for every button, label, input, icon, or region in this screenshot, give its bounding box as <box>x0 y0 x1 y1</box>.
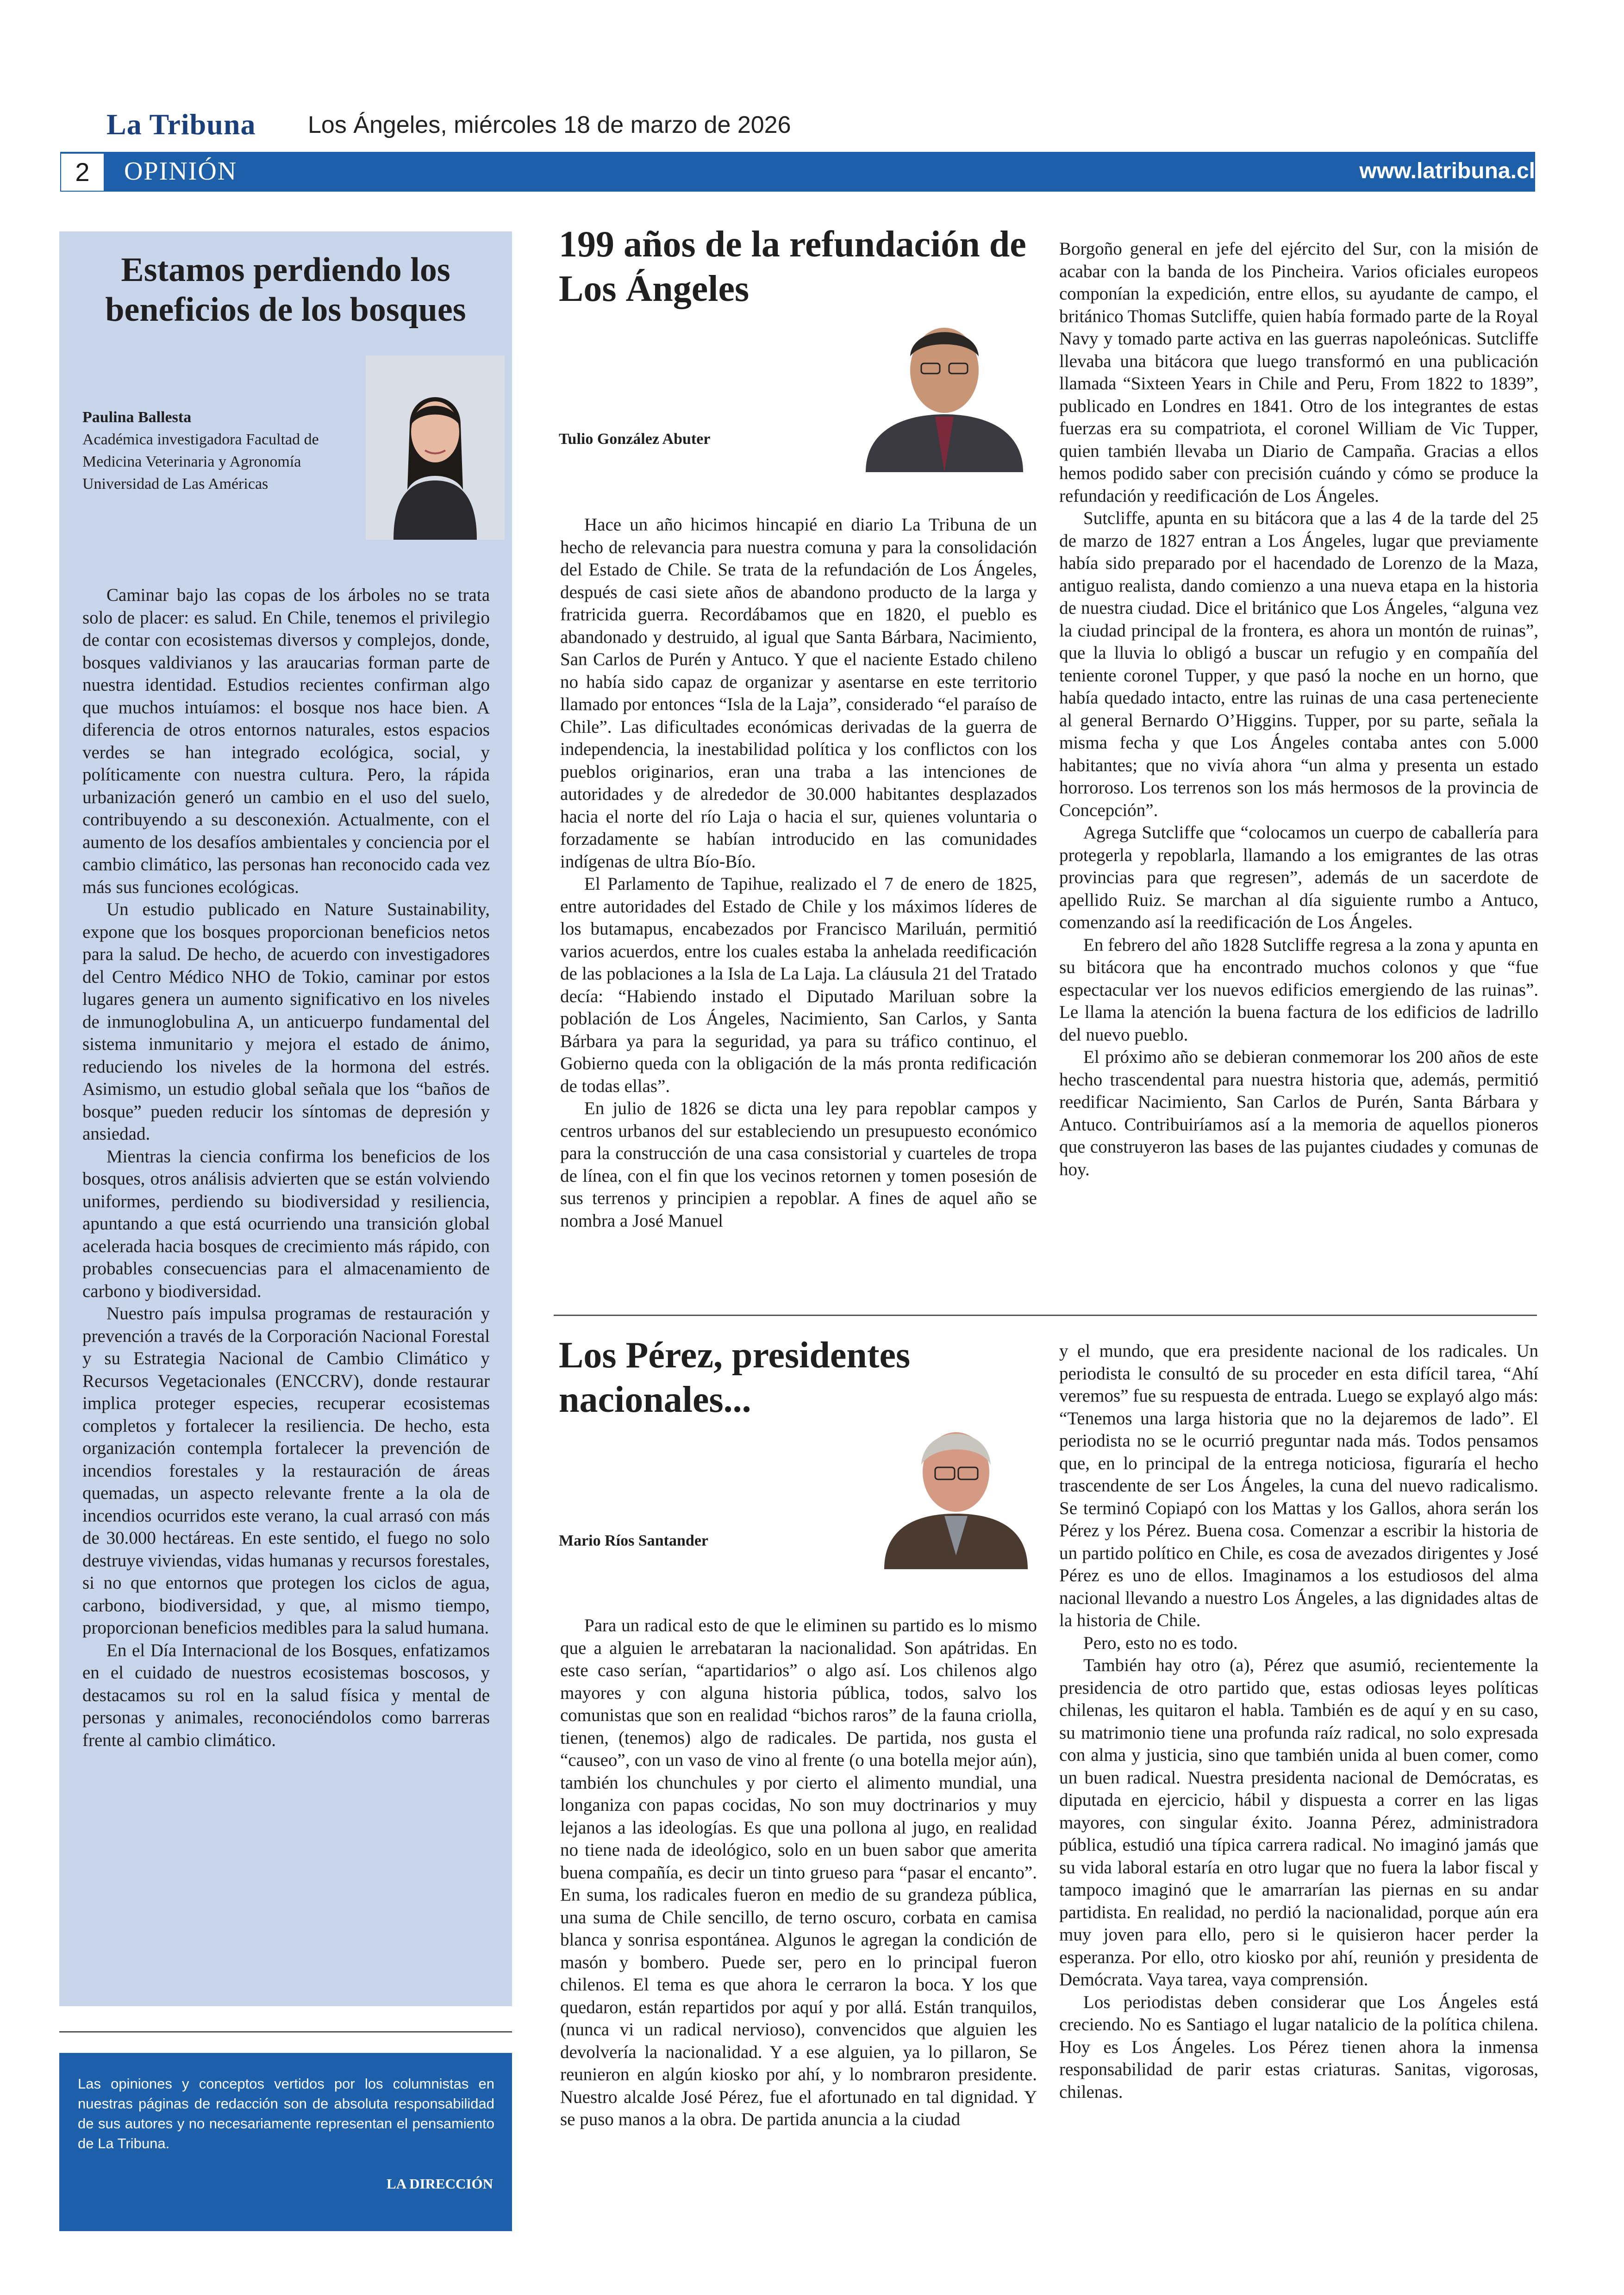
paragraph: Sutcliffe, apunta en su bitácora que a las 4 de la tarde del 25 de marzo de 1827 entran a Los Ángeles, lugar que previamente había sido preparado por el hacendado de Lorenzo de la Maza, antiguo realista, dando comienzo a una nueva etapa en la historia de nuestra ciudad. Dice el británico que Los Ángeles, “alguna vez la ciudad principal de la frontera, es ahora un montón de ruinas”, que la lluvia lo obligó a buscar un refugio y en compañía del teniente coronel Tupper, y que pasó la noche en un horno, que había quedado intacto, entre las ruinas de una casa perteneciente al general Bernardo O’Higgins. Tupper, por su parte, señala la misma fecha y que Los Ángeles contaba antes con 5.000 habitantes; que no vivía ahora “un alma y presenta un estado horroroso. Los terrenos son los más hermosos de la provincia de Concepción”. <box>1059 508 1538 820</box>
portrait-older-man-icon <box>870 1403 1042 1569</box>
website-link[interactable]: www.latribuna.cl <box>1359 159 1535 183</box>
article-one-title: 199 años de la refundación de Los Ángeles <box>559 224 1026 309</box>
article-two-author: Mario Ríos Santander <box>559 1532 708 1549</box>
author-photo-rios <box>870 1403 1042 1569</box>
section-bar <box>60 152 1535 192</box>
paragraph: En febrero del año 1828 Sutcliffe regresa a la zona y apunta en su bitácora que ha encontrado muchos colonos y que “fue espectacular ver los nuevos edificios emergiendo de las ruinas”. Le llama la atención la buena factura de los edificios de ladrillo del nuevo pueblo. <box>1059 935 1538 1045</box>
dateline: Los Ángeles, miércoles 18 de marzo de 2026 <box>308 112 791 138</box>
paragraph: Caminar bajo las copas de los árboles no se trata solo de placer: es salud. En Chile, tenemos el privilegio de contar con ecosistemas diversos y complejos, donde, bosques valdivianos y las araucarias forman parte de nuestra identidad. Estudios recientes confirman algo que muchos intuíamos: el bosque nos hace bien. A diferencia de otros entornos naturales, estos espacios verdes se han integrado ecológica, social, y políticamente con nuestra cultura. Pero, la rápida urbanización generó un cambio en el uso del suelo, contribuyendo a su desconexión. Actualmente, con el aumento de los desafíos ambientales y conciencia por el cambio climático, las personas han reconocido cada vez más sus funciones ecológicas. <box>82 585 490 897</box>
paragraph: En julio de 1826 se dicta una ley para repoblar campos y centros urbanos del sur estableciendo un presupuesto económico para la construcción de una casa consistorial y cuarteles de tropa de línea, con el fin que los vecinos retornen y tomen posesión de sus terrenos y principien a repoblar. A fines de aquel año se nombra a José Manuel <box>560 1098 1037 1231</box>
disclaimer-text: Las opiniones y conceptos vertidos por los columnistas en nuestras páginas de redacción son de absoluta responsabilidad de sus autores y no necesariamente representan el pensamiento de La Tribuna. <box>78 2076 494 2152</box>
disclaimer-signature: LA DIRECCIÓN <box>387 2176 493 2192</box>
paragraph: Agrega Sutcliffe que “colocamos un cuerpo de caballería para protegerla y repoblarla, llamando a los emigrantes de las otras provincias para que regresen”, además de un sacerdote de apellido Ruiz. Se marchan al día siguiente rumbo a Antuco, comenzando así la reedificación de Los Ángeles. <box>1059 823 1538 932</box>
paragraph: Mientras la ciencia confirma los beneficios de los bosques, otros análisis advierten que se están volviendo uniformes, perdiendo su biodiversidad y resiliencia, apuntando a que está ocurriendo una transición global acelerada hacia bosques de crecimiento más rápido, con probables consecuencias para el almacenamiento de carbono y biodiversidad. <box>82 1146 490 1301</box>
portrait-man-icon <box>847 296 1042 472</box>
paragraph: y el mundo, que era presidente nacional de los radicales. Un periodista le consultó de su proceder en esta difícil tarea, “Ahí veremos” fue su respuesta de entrada. Luego se explayó algo más: “Tenemos una larga historia que no la dejaremos de lado”. El periodista no se le ocurrió preguntar nada más. Todos pensamos que, en lo principal de la entrega noticiosa, figuraría el hecho trascendente de ser Los Ángeles, la cuna del nuevo radicalismo. Se terminó Copiapó con los Mattas y los Gallos, ahora serán los Pérez y los Pérez. Buena cosa. Comenzar a escribir la historia de un partido político en Chile, es cosa de avezados dirigentes y José Pérez es uno de ellos. Imaginamos a los estudiosos del alma nacional llevando a nuestro Los Ángeles, a las dignidades altas de la historia de Chile. <box>1059 1341 1538 1630</box>
sidebar-author-block <box>82 406 356 495</box>
paragraph: El Parlamento de Tapihue, realizado el 7 de enero de 1825, entre autoridades del Estado de Chile y los máximos líderes de los butamapus, encabezados por Francisco Mariluán, permitió varios acuerdos, entre los cuales estaba la anhelada reedificación de las poblaciones a la Isla de La Laja. La cláusula 21 del Tratado decía: “Habiendo instado el Diputado Mariluan sobre la población de Los Ángeles, Nacimiento, San Carlos, y Santa Bárbara ya para la seguridad, ya para su tráfico continuo, el Gobierno queda con la obligación de la más pronta redificación de todas ellas”. <box>560 874 1037 1096</box>
portrait-woman-icon <box>366 355 505 540</box>
article-two-body-right <box>1059 1340 1538 2220</box>
paragraph: Nuestro país impulsa programas de restauración y prevención a través de la Corporación Nacional Forestal y su Estrategia Nacional de Cambio Climático y Recursos Vegetacionales (ENCCRV), donde restaurar implica proteger especies, recuperar ecosistemas completos y fortalecer la resiliencia. De hecho, esta organización contempla fortalecer la prevención de incendios forestales y la restauración de áreas quemadas, un aspecto relevante frente a la ola de incendios ocurridos este verano, la cual arrasó con más de 30.000 hectáreas. En este sentido, el fuego no solo destruye viviendas, vidas humanas y recursos forestales, si no que entornos que protegen los ciclos de agua, carbono, biodiversidad, y que, al mismo tiempo, proporcionan beneficios medibles para la salud humana. <box>82 1303 490 1638</box>
article-one-body-left <box>560 514 1037 1301</box>
page-number: 2 <box>61 154 104 191</box>
paragraph: Para un radical esto de que le eliminen su partido es lo mismo que a alguien le arrebataran la nacionalidad. Son apátridas. En este caso serían, “apartidarios” o algo así. Los chilenos algo mayores y con alguna historia pública, todos, salvo los comunistas que son en realidad “bichos raros” de la fauna criolla, tienen, (tenemos) algo de radicales. De partida, nos gusta el “causeo”, con un vaso de vino al frente (o una botella mejor aún), también los chunchules y por cierto el alimento mundial, una longaniza con papas cocidas, No son muy doctrinarios y muy lejanos a las ideologías. Es que una pollona al jugo, en realidad no tiene nada de ideológico, solo en un buen sabor que amerita buena compañía, es decir un tinto grueso para “pasar el encanto”. En suma, los radicales fueron en medio de su grandeza pública, una suma de Chile sencillo, de terno oscuro, corbata en camisa blanca y sonrisa espontánea. Algunos le agregan la condición de masón y bombero. Puede ser, pero en lo principal fueron chilenos. El tema es que ahora le cerraron la boca. Y los que quedaron, están repartidos por aquí y por allá. Están tranquilos, (nunca vi un radical nervioso), convencidos que alguien les devolvería la nacionalidad. Y a ese alguien, ya lo pillaron, Se reunieron en algún kiosko por ahí, y lo nombraron presidente. Nuestro alcalde José Pérez, fue el afortunado en tal dignidad. Y se puso manos a la obra. De partida anuncia a la ciudad <box>560 1615 1037 2129</box>
paragraph: En el Día Internacional de los Bosques, enfatizamos en el cuidado de nuestros ecosistemas boscosos, y destacamos su rol en la salud física y mental de personas y animales, reconociéndolos como barreras frente al cambio climático. <box>82 1640 490 1750</box>
article-two-title: Los Pérez, presidentes nacionales... <box>559 1335 911 1420</box>
paragraph: Borgoño general en jefe del ejército del Sur, con la misión de acabar con la banda de los Pincheira. Varios oficiales europeos componían la expedición, entre ellos, su ayudante de campo, el británico Thomas Sutcliffe, quien había formado parte de la Royal Navy y tomado parte activa en las guerras napoleónicas. Sutcliffe llevaba una bitácora que luego transformó en una publicación llamada “Sixteen Years in Chile and Peru, From 1822 to 1839”, publicado en Londres en 1841. Otro de los integrantes de estas fuerzas era su compatriota, el coronel William de Vic Tupper, quien también llevaba un Diario de Campaña. Gracias a ellos hemos podido saber con precisión cuándo y cómo se produce la refundación y reedificación de Los Ángeles. <box>1059 239 1538 506</box>
author-photo-gonzalez <box>847 296 1042 472</box>
article-two-body-left <box>560 1615 1037 2216</box>
article-one-body-right <box>1059 238 1538 1303</box>
paragraph: Un estudio publicado en Nature Sustainability, expone que los bosques proporcionan beneficios netos para la salud. De hecho, de acuerdo con investigadores del Centro Médico NHO de Tokio, caminar por estos lugares genera un aumento significativo en los niveles de inmunoglobulina A, un anticuerpo fundamental del sistema inmunitario y mejora el estado de ánimo, reduciendo los niveles de la hormona del estrés. Asimismo, un estudio global señala que los “baños de bosque” pueden reducir los síntomas de depresión y ansiedad. <box>82 899 490 1144</box>
sidebar-article-title: Estamos perdiendo los beneficios de los bosques <box>105 251 466 329</box>
sidebar-article-body <box>82 584 490 1991</box>
masthead-logo: La Tribuna <box>106 108 256 141</box>
paragraph: También hay otro (a), Pérez que asumió, recientemente la presidencia de otro partido que, estas odiosas leyes políticas chilenas, les quitaron el habla. También es de aquí y en su caso, su matrimonio tiene una profunda raíz radical, no solo expresada con alma y justicia, sino que también unida al buen comer, como un buen radical. Nuestra presidenta nacional de Demócratas, es diputada en ejercicio, hábil y dispuesta a correr en las ligas mayores, con singular éxito. Joanna Pérez, administradora pública, estudió una típica carrera radical. No imaginó jamás que su vida laboral estaría en otro lugar que no fuera la labor fiscal y tampoco imaginó que le amarrarían las piernas en su andar partidista. En realidad, no perdió la nacionalidad, porque aún era muy joven para ello, pero si le quisieron hacer perder la esperanza. Por ello, otro kiosko por ahí, reunión y presidenta de Demócrata. Vaya tarea, vaya comprensión. <box>1059 1655 1538 1989</box>
paragraph: Los periodistas deben considerar que Los Ángeles está creciendo. No es Santiago el lugar natalicio de la política chilena. Hoy es Los Ángeles. Los Pérez tienen ahora la inmensa responsabilidad de parir estas criaturas. Sanitas, vigorosas, chilenas. <box>1059 1992 1538 2102</box>
sidebar-author-role: Académica investigadora Facultad de Medicina Veterinaria y Agronomía Universidad de Las Américas <box>82 431 319 493</box>
paragraph: El próximo año se debieran conmemorar los 200 años de este hecho trascendental para nuestra historia que, además, permitió reedificar Nacimiento, San Carlos de Purén, Santa Bárbara y Antuco. Contribuiríamos así a la memoria de aquellos pioneros que construyeron las bases de las pujantes ciudades y comunas de hoy. <box>1059 1047 1538 1179</box>
author-photo-ballesta <box>366 355 505 540</box>
sidebar-divider <box>59 2031 512 2033</box>
article-one-author: Tulio González Abuter <box>559 430 711 448</box>
section-name: OPINIÓN <box>124 157 237 186</box>
paragraph: Pero, esto no es todo. <box>1083 1633 1238 1653</box>
sidebar-author-name: Paulina Ballesta <box>82 409 192 426</box>
article-divider <box>554 1315 1537 1316</box>
paragraph: Hace un año hicimos hincapié en diario La Tribuna de un hecho de relevancia para nuestra comuna y para la consolidación del Estado de Chile. Se trata de la refundación de Los Ángeles, después de casi siete años de abandono producto de la larga y fratricida guerra. Recordábamos que en 1820, el pueblo es abandonado y destruido, al igual que Santa Bárbara, Nacimiento, San Carlos de Purén y Antuco. Y que el naciente Estado chileno no había sido capaz de organizar y asentarse en este territorio llamado por entonces “Isla de la Laja”, considerado “el paraíso de Chile”. Las dificultades económicas derivadas de la guerra de independencia, la inestabilidad política y los conflictos con los pueblos originarios, eran una traba a las intenciones de autoridades y de alrededor de 30.000 habitantes desplazados hacia el norte del río Laja o hacia el sur, quienes voluntaria o forzadamente se habían introducido en las comunidades indígenas de ultra Bío-Bío. <box>560 515 1037 872</box>
